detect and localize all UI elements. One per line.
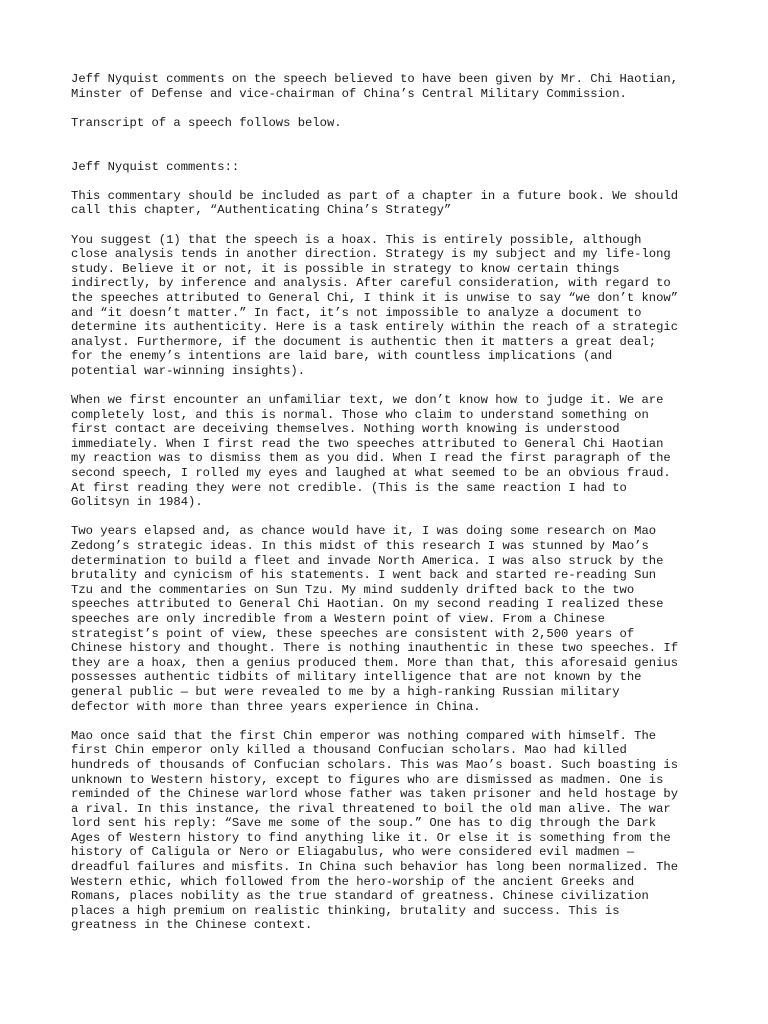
spacer xyxy=(71,174,711,189)
document-body xyxy=(71,72,711,933)
intro-paragraph: Jeff Nyquist comments on the speech believed to have been given by Mr. Chi Haotian, Minster of Defense and vice-chairman of China’s Central Military Commission. xyxy=(71,72,679,101)
comments-heading: Jeff Nyquist comments:: xyxy=(71,159,240,174)
body-paragraph: This commentary should be included as part of a chapter in a future book. We should call this chapter, “Authenticating China’s Strategy” xyxy=(71,188,679,218)
body-paragraph: Two years elapsed and, as chance would have it, I was doing some research on Mao Zedong’s strategic ideas. In this midst of this research I was stunned by Mao’s determination to build a fleet and invade North America. I was also struck by the brutality and cynicism of his statements. I went back and started re-reading Sun Tzu and the commentaries on Sun Tzu. My mind suddenly drifted back to the two speeches attributed to General Chi Haotian. On my second reading I realized these speeches are only incredible from a Western point of view. From a Chinese strategist’s point of view, these speeches are consistent with 2,500 years of Chinese history and thought. There is nothing inauthentic in these two speeches. If they are a hoax, then a genius produced them. More than that, this aforesaid genius possesses authentic tidbits of military intelligence that are not known by the general public — but were revealed to me by a high-ranking Russian military defector with more than three years experience in China. xyxy=(71,524,679,714)
body-paragraph: Mao once said that the first Chin emperor was nothing compared with himself. The first Chin emperor only killed a thousand Confucian scholars. Mao had killed hundreds of thousands of Confucian scholars. This was Mao’s boast. Such boasting is unknown to Western history, except to figures who are dismissed as madmen. One is reminded of the Chinese warlord whose father was taken prisoner and held hostage by a rival. In this instance, the rival threatened to boil the old man alive. The war lord sent his reply: “Save me some of the soup.” One has to dig through the Dark Ages of Western history to find anything like it. Or else it is something from the history of Caligula or Nero or Eliagabulus, who were considered evil madmen — dreadful failures and misfits. In China such behavior has long been normalized. The Western ethic, which followed from the hero-worship of the ancient Greeks and Romans, places nobility as the true standard of greatness. Chinese civilization places a high premium on realistic thinking, brutality and success. This is greatness in the Chinese context. xyxy=(71,728,679,933)
body-paragraph: You suggest (1) that the speech is a hoax. This is entirely possible, although close analysis tends in another direction. Strategy is my subject and my life-long study. Believe it or not, it is possible in strategy to know certain things indirectly, by inference and analysis. After careful consideration, with regard to the speeches attributed to General Chi, I think it is unwise to say “we don’t know” and “it doesn’t matter.” In fact, it’s not impossible to analyze a document to determine its authenticity. Here is a task entirely within the reach of a strategic analyst. Furthermore, if the document is authentic then it matters a great deal; for the enemy’s intentions are laid bare, with countless implications (and potential war-winning insights). xyxy=(71,232,679,378)
spacer xyxy=(71,510,711,525)
spacer xyxy=(71,714,711,729)
spacer xyxy=(71,218,711,233)
spacer xyxy=(71,101,711,116)
spacer xyxy=(71,130,711,159)
spacer xyxy=(71,378,711,393)
transcript-note: Transcript of a speech follows below. xyxy=(71,115,342,130)
body-paragraph: When we first encounter an unfamiliar text, we don’t know how to judge it. We are completely lost, and this is normal. Those who claim to understand something on first contact are deceiving themselves. Nothing worth knowing is understood immediately. When I first read the two speeches attributed to General Chi Haotian my reaction was to dismiss them as you did. When I read the first paragraph of the second speech, I rolled my eyes and laughed at what seemed to be an obvious fraud. At first reading they were not credible. (This is the same reaction I had to Golitsyn in 1984). xyxy=(71,393,671,510)
